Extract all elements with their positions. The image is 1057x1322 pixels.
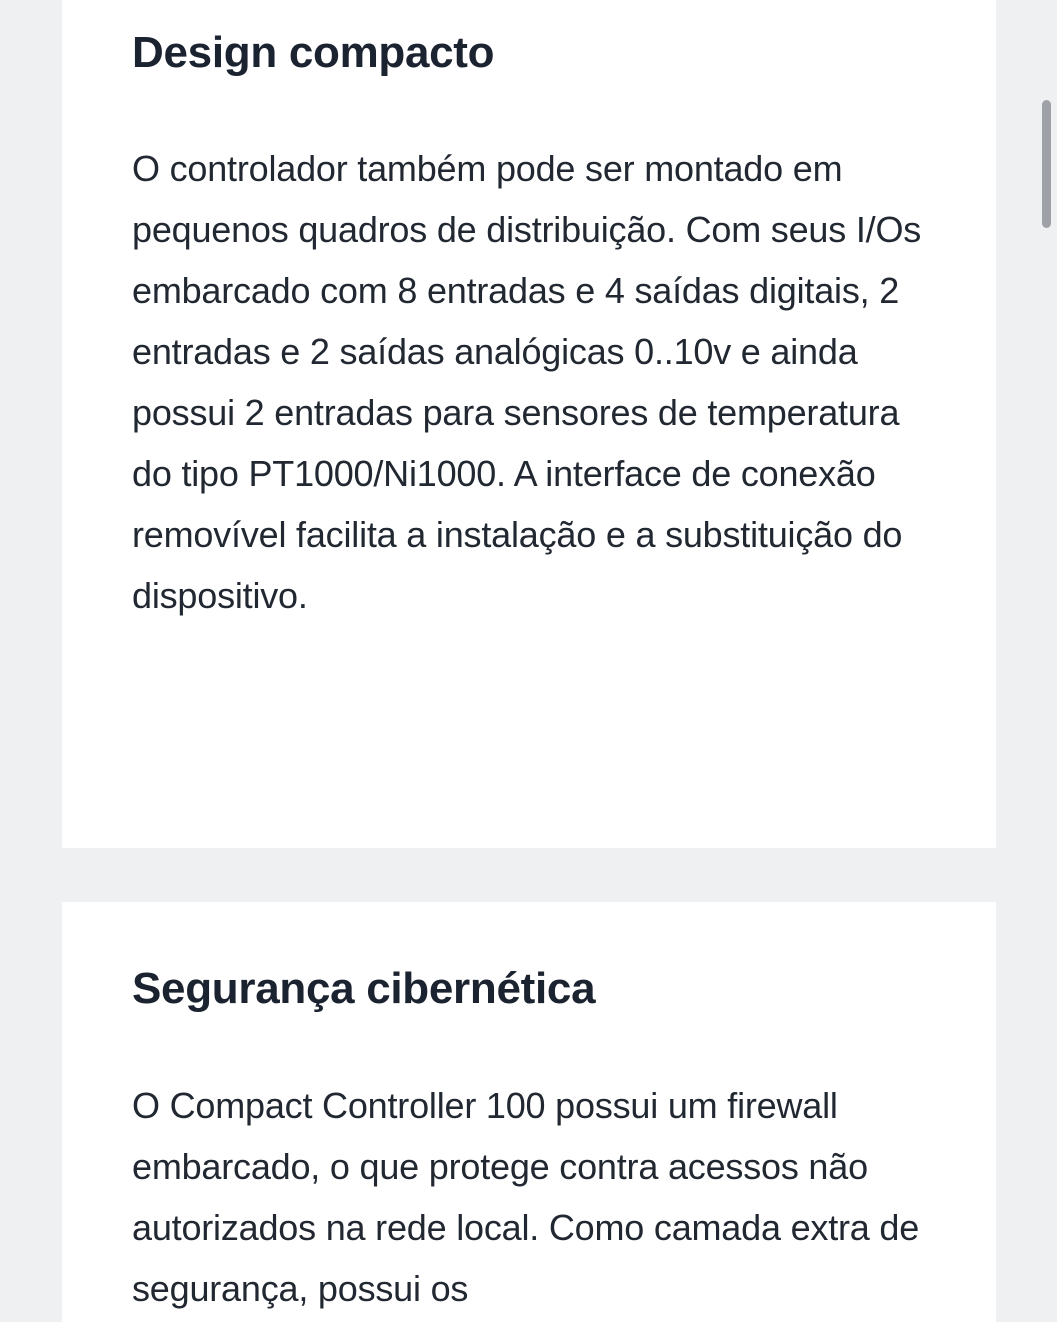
section-title: Segurança cibernética (132, 964, 596, 1013)
section-title: Design compacto (132, 28, 495, 77)
section-body: O Compact Controller 100 possui um firewall embarcado, o que protege contra acessos não autorizados na rede local. Como camada extra de segurança, possui os (132, 1085, 920, 1309)
scrollbar-thumb[interactable] (1042, 100, 1051, 228)
section-card-seguranca-cibernetica (62, 902, 996, 1322)
section-card-design-compacto (62, 0, 996, 848)
section-body: O controlador também pode ser montado em pequenos quadros de distribuição. Com seus I/Os embarcado com 8 entradas e 4 saídas digitais, 2 entradas e 2 saídas analógicas 0..10v e ainda possui 2 entradas para sensores de temperatura do tipo PT1000/Ni1000. A interface de conexão removível facilita a instalação e a substituição do dispositivo. (132, 148, 922, 616)
